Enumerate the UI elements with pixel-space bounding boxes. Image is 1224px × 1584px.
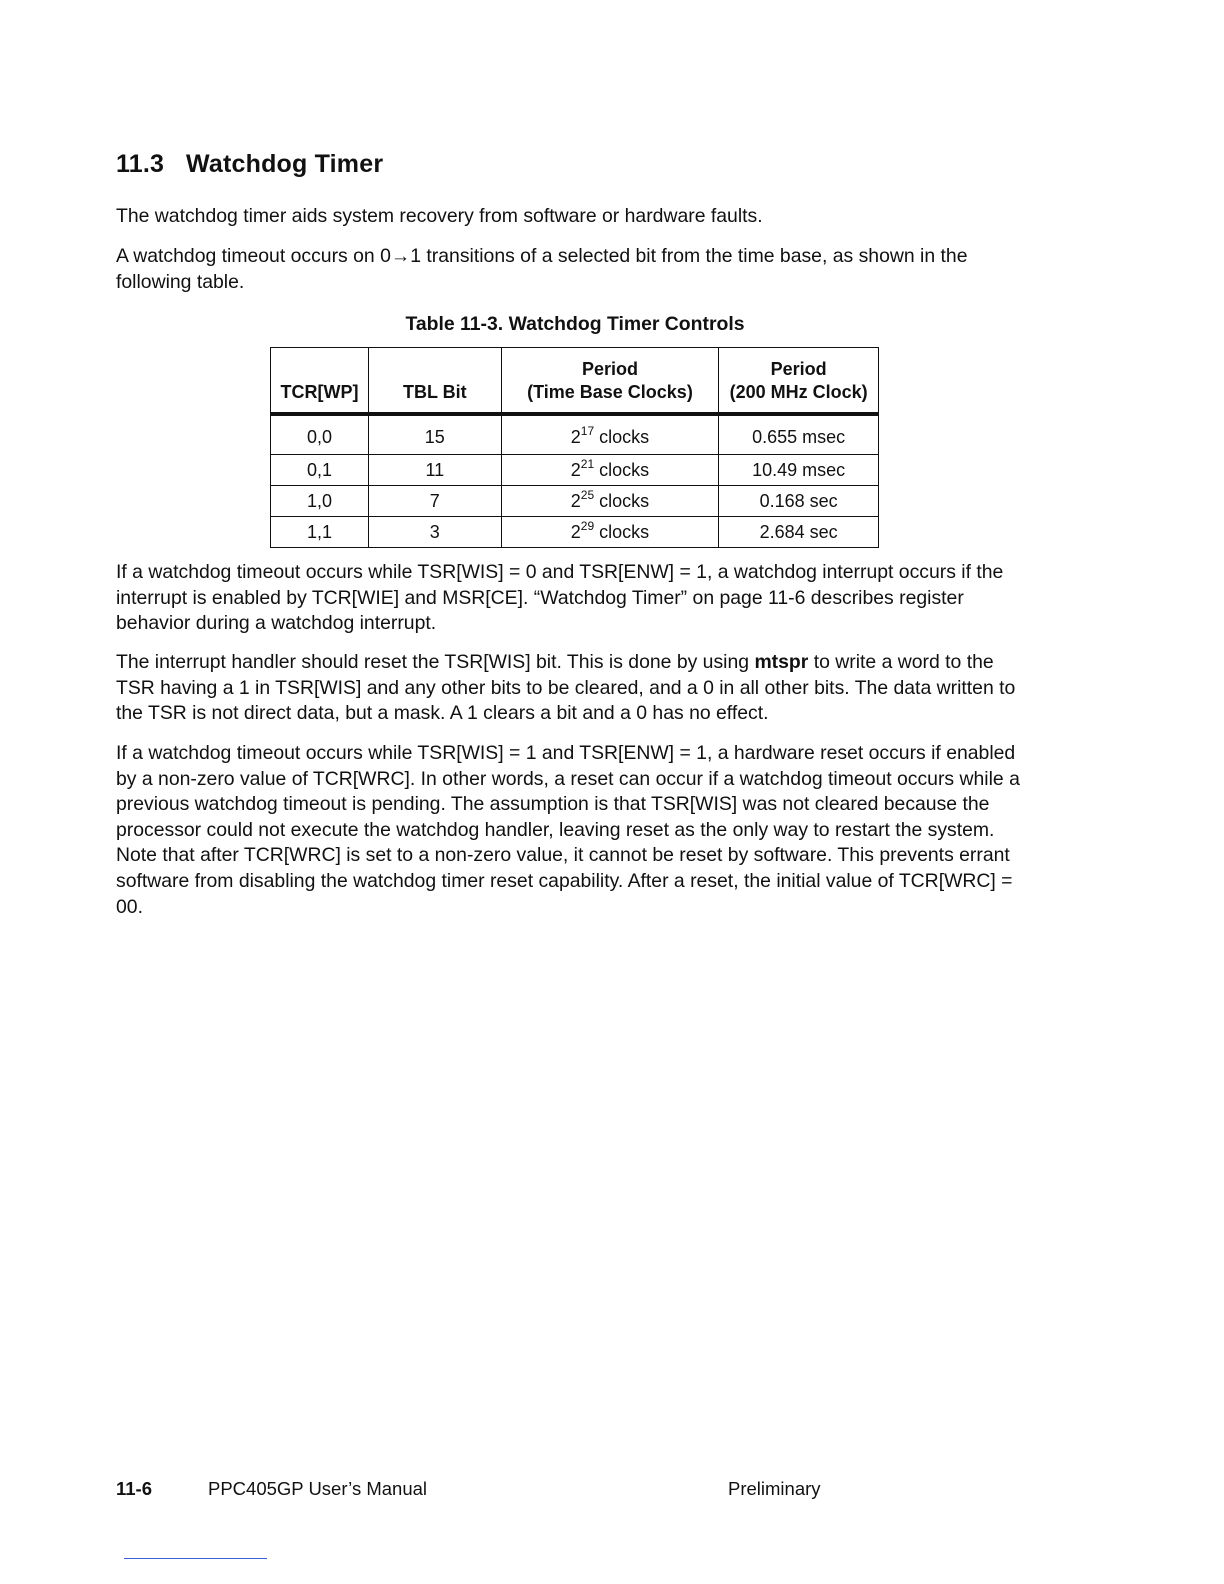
watchdog-controls-table (270, 347, 879, 548)
table-header-row (271, 348, 879, 415)
footer-page-number: 11-6 (116, 1478, 153, 1499)
header-period-time-base: Period (Time Base Clocks) (501, 348, 719, 415)
header-period-200mhz: Period (200 MHz Clock) (719, 348, 879, 415)
cell-tbl-bit: 15 (368, 414, 501, 455)
cell-period-clocks: $2^{29}$ clocks (501, 517, 719, 548)
section-title: Watchdog Timer (186, 150, 384, 178)
table-caption: Table 11-3. Watchdog Timer Controls (405, 313, 745, 335)
cell-period-time: 2.684 sec (719, 517, 879, 548)
cell-period-time: 0.168 sec (719, 486, 879, 517)
cell-tbl-bit: 3 (368, 517, 501, 548)
header-tbl-bit: TBL Bit (368, 348, 501, 415)
cell-wp: 1,1 (271, 517, 369, 548)
paragraph-interrupt: If a watchdog timeout occurs while TSR[WIS] = 0 and TSR[ENW] = 1, a watchdog interrupt occurs if the interrupt is enabled by TCR[WIE] and MSR[CE]. “Watchdog Timer” on page 11-6 describes register behavior during a watchdog interrupt. (116, 561, 1004, 635)
footer-rule (124, 1558, 267, 1559)
cell-wp: 1,0 (271, 486, 369, 517)
footer-manual-title: PPC405GP User’s Manual (208, 1478, 428, 1499)
footer-status: Preliminary (728, 1478, 821, 1499)
cell-tbl-bit: 11 (368, 455, 501, 486)
cell-wp: 0,1 (271, 455, 369, 486)
section-number: 11.3 (116, 150, 165, 178)
table-row (271, 414, 879, 455)
cell-tbl-bit: 7 (368, 486, 501, 517)
table-row (271, 517, 879, 548)
paragraph-reset: If a watchdog timeout occurs while TSR[WIS] = 1 and TSR[ENW] = 1, a hardware reset occurs if enabled by a non-zero value of TCR[WRC]. In other words, a reset can occur if a watchdog timeout occurs while a previous watchdog timeout is pending. The assumption is that TSR[WIS] was not cleared because the processor could not execute the watchdog handler, leaving reset as the only way to restart the system. Note that after TCR[WRC] is set to a non-zero value, it cannot be reset by software. This prevents errant software from disabling the watchdog timer reset capability. After a reset, the initial value of TCR[WRC] = 00. (116, 742, 1020, 918)
section-heading (116, 150, 383, 179)
table-row (271, 455, 879, 486)
header-tcr-wp: TCR[WP] (271, 348, 369, 415)
cell-period-clocks: $2^{21}$ clocks (501, 455, 719, 486)
paragraph-timeout: A watchdog timeout occurs on 0→1 transitions of a selected bit from the time base, as shown in the following table. (116, 245, 968, 293)
cell-period-time: 10.49 msec (719, 455, 879, 486)
table-row (271, 486, 879, 517)
cell-period-time: 0.655 msec (719, 414, 879, 455)
cell-period-clocks: $2^{17}$ clocks (501, 414, 719, 455)
cell-wp: 0,0 (271, 414, 369, 455)
paragraph-handler: The interrupt handler should reset the TSR[WIS] bit. This is done by using mtspr to write a word to the TSR having a 1 in TSR[WIS] and any other bits to be cleared, and a 0 in all other bits. The data written to the TSR is not direct data, but a mask. A 1 clears a bit and a 0 has no effect. (116, 651, 1016, 725)
paragraph-intro: The watchdog timer aids system recovery from software or hardware faults. (116, 205, 763, 227)
cell-period-clocks: $2^{25}$ clocks (501, 486, 719, 517)
mtspr-command: mtspr (754, 651, 809, 673)
